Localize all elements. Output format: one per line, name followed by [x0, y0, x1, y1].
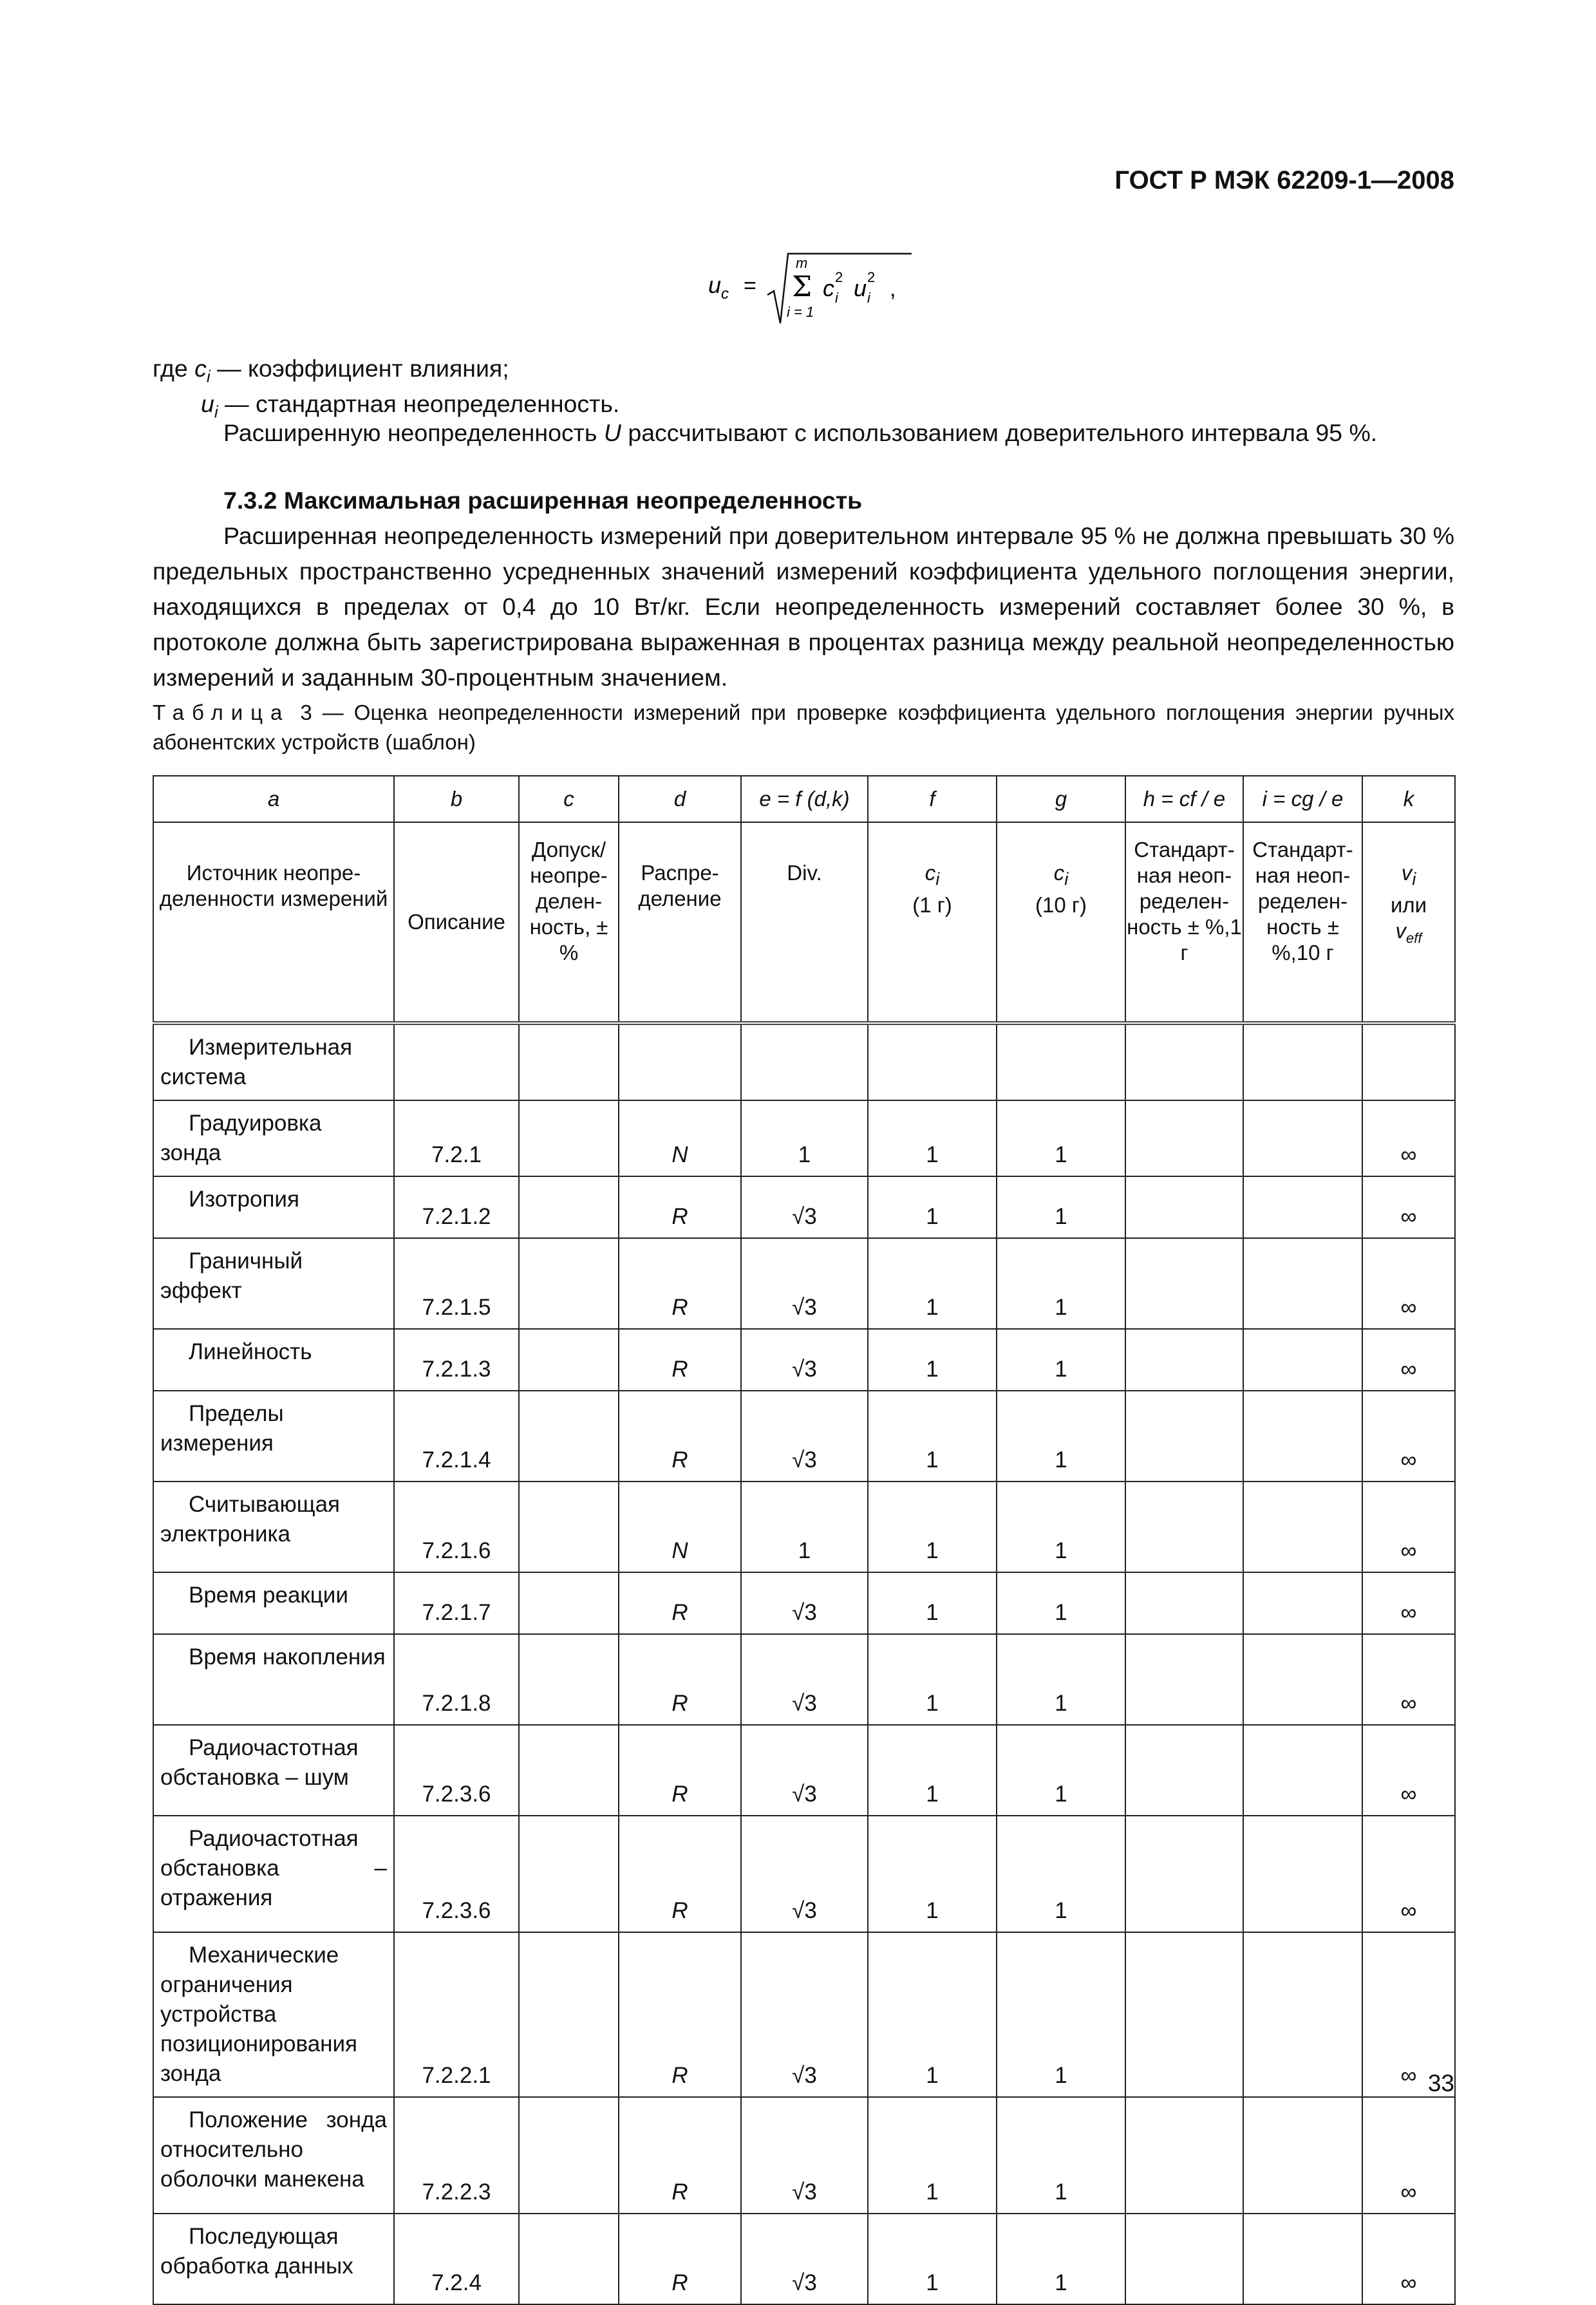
col-letter: a	[153, 776, 394, 822]
divisor-cell: √3	[741, 1391, 868, 1482]
u-10g-cell	[1243, 1100, 1362, 1176]
u-10g-cell	[1243, 1816, 1362, 1932]
dof-cell: ∞	[1362, 1482, 1455, 1572]
col-desc: Стандарт-ная неоп-ределен-ность ± %,10 г	[1243, 822, 1362, 1023]
u-1g-cell	[1125, 2097, 1243, 2214]
ci-1g-cell: 1	[868, 1634, 997, 1725]
col-letter: e = f (d,k)	[741, 776, 868, 822]
description-ref: 7.2.1.4	[394, 1391, 519, 1482]
ci-1g-cell: 1	[868, 2097, 997, 2214]
ci-1g-cell: 1	[868, 1100, 997, 1176]
description-ref: 7.2.3.6	[394, 1725, 519, 1816]
u-1g-cell	[1125, 1572, 1243, 1634]
tolerance-cell	[519, 1816, 619, 1932]
u-1g-cell	[1125, 1816, 1243, 1932]
source-name: Время накопления	[153, 1634, 394, 1725]
formula-lhs-sub: c	[721, 285, 729, 303]
paragraph-max-uncertainty: Расширенная неопределенность измерений при доверительном интервале 95 % не должна превышать 30 % предельных пространственно усредненных значений измерений коэффициента удельного поглощения энергии, находящихся в пределах от 0,4 до 10 Вт/кг. Если неопределенность измерений составляет более 30 %, в протоколе должна быть зарегистрирована выраженная в процентах разница между реальной неопределенностью измерений и заданным 30-процентным значением.	[153, 522, 1454, 691]
ci-1g-cell: 1	[868, 1329, 997, 1391]
distribution-cell: R	[619, 2214, 741, 2304]
divisor-cell: √3	[741, 1634, 868, 1725]
divisor-cell: √3	[741, 2214, 868, 2304]
distribution-cell: R	[619, 1176, 741, 1238]
source-name: Линейность	[153, 1329, 394, 1391]
distribution-cell: R	[619, 1329, 741, 1391]
formula-c-sup: 2	[835, 269, 843, 285]
tolerance-cell	[519, 1329, 619, 1391]
ci-1g-cell: 1	[868, 1482, 997, 1572]
u-10g-cell	[1243, 1329, 1362, 1391]
u-1g-cell	[1125, 1725, 1243, 1816]
description-ref: 7.2.3.6	[394, 1816, 519, 1932]
table-body	[153, 1100, 1455, 2304]
description-ref: 7.2.1.7	[394, 1572, 519, 1634]
col-letter: b	[394, 776, 519, 822]
u-10g-cell	[1243, 1482, 1362, 1572]
ci-1g-cell: 1	[868, 1725, 997, 1816]
where-line-ui: $u_i$ — стандартная неопределенность.	[201, 390, 620, 422]
ci-10g-cell: 1	[997, 1816, 1125, 1932]
description-ref: 7.2.1.6	[394, 1482, 519, 1572]
table-row	[153, 2097, 1455, 2214]
source-name: Изотропия	[153, 1176, 394, 1238]
divisor-cell: √3	[741, 1725, 868, 1816]
tolerance-cell	[519, 1572, 619, 1634]
u-10g-cell	[1243, 1634, 1362, 1725]
table-row	[153, 1391, 1455, 1482]
tolerance-cell	[519, 1482, 619, 1572]
formula-sum-bottom: i = 1	[787, 304, 814, 320]
u-10g-cell	[1243, 1391, 1362, 1482]
ci-10g-cell: 1	[997, 1238, 1125, 1329]
ci-10g-cell: 1	[997, 2214, 1125, 2304]
u-10g-cell	[1243, 2097, 1362, 2214]
col-letter: d	[619, 776, 741, 822]
distribution-cell: R	[619, 2097, 741, 2214]
divisor-cell: √3	[741, 1329, 868, 1391]
col-letter: f	[868, 776, 997, 822]
ci-10g-cell: 1	[997, 2097, 1125, 2214]
formula-comma: ,	[890, 277, 896, 301]
ci-1g-cell: 1	[868, 2214, 997, 2304]
ci-10g-cell: 1	[997, 1725, 1125, 1816]
u-10g-cell	[1243, 1176, 1362, 1238]
col-letter: g	[997, 776, 1125, 822]
source-name: Считывающая электроника	[153, 1482, 394, 1572]
ci-1g-cell: 1	[868, 1176, 997, 1238]
u-1g-cell	[1125, 1932, 1243, 2097]
source-name: Механические ограничения устройства позиционирования зонда	[153, 1932, 394, 2097]
divisor-cell: 1	[741, 1482, 868, 1572]
col-letter: c	[519, 776, 619, 822]
tolerance-cell	[519, 1391, 619, 1482]
u-10g-cell	[1243, 2214, 1362, 2304]
description-ref: 7.2.2.3	[394, 2097, 519, 2214]
dof-cell: ∞	[1362, 1725, 1455, 1816]
u-1g-cell	[1125, 2214, 1243, 2304]
divisor-cell: √3	[741, 1932, 868, 2097]
formula-sum-top: m	[796, 255, 808, 271]
section-title: 7.3.2 Максимальная расширенная неопределенность	[223, 487, 863, 514]
formula-c-sub: i	[835, 290, 838, 306]
table-row	[153, 1238, 1455, 1329]
ci-1g-cell: 1	[868, 1238, 997, 1329]
ci-10g-cell: 1	[997, 1391, 1125, 1482]
ci-1g-cell: 1	[868, 1932, 997, 2097]
divisor-cell: √3	[741, 1816, 868, 1932]
where-line-ci: где $c_i$ — коэффициент влияния;	[153, 355, 509, 386]
table-row	[153, 1482, 1455, 1572]
description-ref: 7.2.1.5	[394, 1238, 519, 1329]
description-ref: 7.2.1.2	[394, 1176, 519, 1238]
divisor-cell: √3	[741, 2097, 868, 2214]
table-caption-text: 3 — Оценка неопределенности измерений при проверке коэффициента удельного поглощения энергии ручных абонентских устройств (шаблон)	[153, 701, 1454, 754]
u-1g-cell	[1125, 1176, 1243, 1238]
table-row	[153, 2214, 1455, 2304]
dof-cell: ∞	[1362, 1572, 1455, 1634]
table-caption-label: Таблица	[153, 701, 290, 724]
source-name: Последующая обработка данных	[153, 2214, 394, 2304]
distribution-cell: N	[619, 1482, 741, 1572]
col-letter: h = cf / e	[1125, 776, 1243, 822]
u-1g-cell	[1125, 1100, 1243, 1176]
divisor-cell: √3	[741, 1176, 868, 1238]
distribution-cell: R	[619, 1238, 741, 1329]
u-10g-cell	[1243, 1725, 1362, 1816]
table-row	[153, 1176, 1455, 1238]
col-desc: Распре-деление	[619, 822, 741, 1023]
column-description-row	[153, 822, 1455, 1023]
dof-cell: ∞	[1362, 1176, 1455, 1238]
dof-cell: ∞	[1362, 1238, 1455, 1329]
col-desc-ci-1g: $c_i$ (1 г)	[868, 822, 997, 1023]
col-desc: Источник неопре-деленности измерений	[153, 822, 394, 1023]
dof-cell: ∞	[1362, 1100, 1455, 1176]
formula-term-c: c	[823, 275, 834, 301]
ci-10g-cell: 1	[997, 1932, 1125, 2097]
paragraph-expanded-uncertainty: Расширенную неопределенность U рассчитывают с использованием доверительного интервала 95 %.	[223, 419, 1378, 446]
formula-u-sup: 2	[867, 269, 876, 285]
u-1g-cell	[1125, 1634, 1243, 1725]
description-ref: 7.2.4	[394, 2214, 519, 2304]
formula-term-u: u	[854, 275, 867, 301]
table-row	[153, 1816, 1455, 1932]
distribution-cell: R	[619, 1816, 741, 1932]
source-name: Положение зонда относительно оболочки манекена	[153, 2097, 394, 2214]
divisor-cell: √3	[741, 1238, 868, 1329]
col-desc: Описание	[394, 822, 519, 1023]
dof-cell: ∞	[1362, 1391, 1455, 1482]
table-row	[153, 1329, 1455, 1391]
formula-equals: =	[744, 274, 756, 298]
tolerance-cell	[519, 2214, 619, 2304]
page-number: 33	[1427, 2070, 1454, 2096]
u-10g-cell	[1243, 1572, 1362, 1634]
dof-cell: ∞	[1362, 2214, 1455, 2304]
table-caption	[153, 698, 1454, 757]
tolerance-cell	[519, 1100, 619, 1176]
table-row	[153, 1725, 1455, 1816]
u-1g-cell	[1125, 1482, 1243, 1572]
ci-10g-cell: 1	[997, 1176, 1125, 1238]
description-ref: 7.2.1.3	[394, 1329, 519, 1391]
col-letter: k	[1362, 776, 1455, 822]
u-10g-cell	[1243, 1932, 1362, 2097]
col-letter: i = cg / e	[1243, 776, 1362, 822]
u-10g-cell	[1243, 1238, 1362, 1329]
table-row	[153, 1100, 1455, 1176]
col-desc: Div.	[741, 822, 868, 1023]
source-name: Время реакции	[153, 1572, 394, 1634]
col-desc: Стандарт-ная неоп-ределен-ность ± %,1 г	[1125, 822, 1243, 1023]
table-row	[153, 1634, 1455, 1725]
col-desc: Допуск/ неопре-делен-ность, ± %	[519, 822, 619, 1023]
col-desc-vi: $v_i$ или $v_{eff}$	[1362, 822, 1455, 1023]
sigma-symbol: Σ	[792, 270, 812, 303]
formula-u-sub: i	[867, 290, 870, 306]
distribution-cell: R	[619, 1725, 741, 1816]
formula-svg	[708, 245, 914, 328]
distribution-cell: R	[619, 1932, 741, 2097]
divisor-cell: √3	[741, 1572, 868, 1634]
ci-1g-cell: 1	[868, 1572, 997, 1634]
ci-10g-cell: 1	[997, 1572, 1125, 1634]
col-desc-ci-10g: $c_i$ (10 г)	[997, 822, 1125, 1023]
ci-10g-cell: 1	[997, 1482, 1125, 1572]
description-ref: 7.2.1.8	[394, 1634, 519, 1725]
dof-cell: ∞	[1362, 1816, 1455, 1932]
table-row	[153, 1572, 1455, 1634]
tolerance-cell	[519, 1634, 619, 1725]
source-name: Градуировка зонда	[153, 1100, 394, 1176]
uncertainty-table	[153, 775, 1456, 2305]
description-ref: 7.2.2.1	[394, 1932, 519, 2097]
dof-cell: ∞	[1362, 1329, 1455, 1391]
tolerance-cell	[519, 1238, 619, 1329]
divisor-cell: 1	[741, 1100, 868, 1176]
distribution-cell: R	[619, 1572, 741, 1634]
distribution-cell: N	[619, 1100, 741, 1176]
description-ref: 7.2.1	[394, 1100, 519, 1176]
standard-header: ГОСТ Р МЭК 62209-1—2008	[1114, 166, 1454, 194]
combined-uncertainty-formula	[708, 245, 914, 328]
group-row	[153, 1023, 1455, 1100]
dof-cell: ∞	[1362, 1932, 1455, 2097]
u-1g-cell	[1125, 1329, 1243, 1391]
table-row	[153, 1932, 1455, 2097]
u-1g-cell	[1125, 1391, 1243, 1482]
group-name: Измерительная система	[153, 1023, 394, 1100]
dof-cell: ∞	[1362, 1634, 1455, 1725]
source-name: Пределы измерения	[153, 1391, 394, 1482]
tolerance-cell	[519, 1176, 619, 1238]
column-letter-row	[153, 776, 1455, 822]
distribution-cell: R	[619, 1391, 741, 1482]
ci-10g-cell: 1	[997, 1329, 1125, 1391]
source-name: Радиочастотная обстановка –отражения	[153, 1816, 394, 1932]
tolerance-cell	[519, 2097, 619, 2214]
tolerance-cell	[519, 1725, 619, 1816]
source-name: Граничный эффект	[153, 1238, 394, 1329]
ci-1g-cell: 1	[868, 1816, 997, 1932]
dof-cell: ∞	[1362, 2097, 1455, 2214]
u-1g-cell	[1125, 1238, 1243, 1329]
formula-lhs: u	[708, 272, 722, 298]
tolerance-cell	[519, 1932, 619, 2097]
ci-10g-cell: 1	[997, 1100, 1125, 1176]
source-name: Радиочастотная обстановка – шум	[153, 1725, 394, 1816]
ci-10g-cell: 1	[997, 1634, 1125, 1725]
distribution-cell: R	[619, 1634, 741, 1725]
ci-1g-cell: 1	[868, 1391, 997, 1482]
